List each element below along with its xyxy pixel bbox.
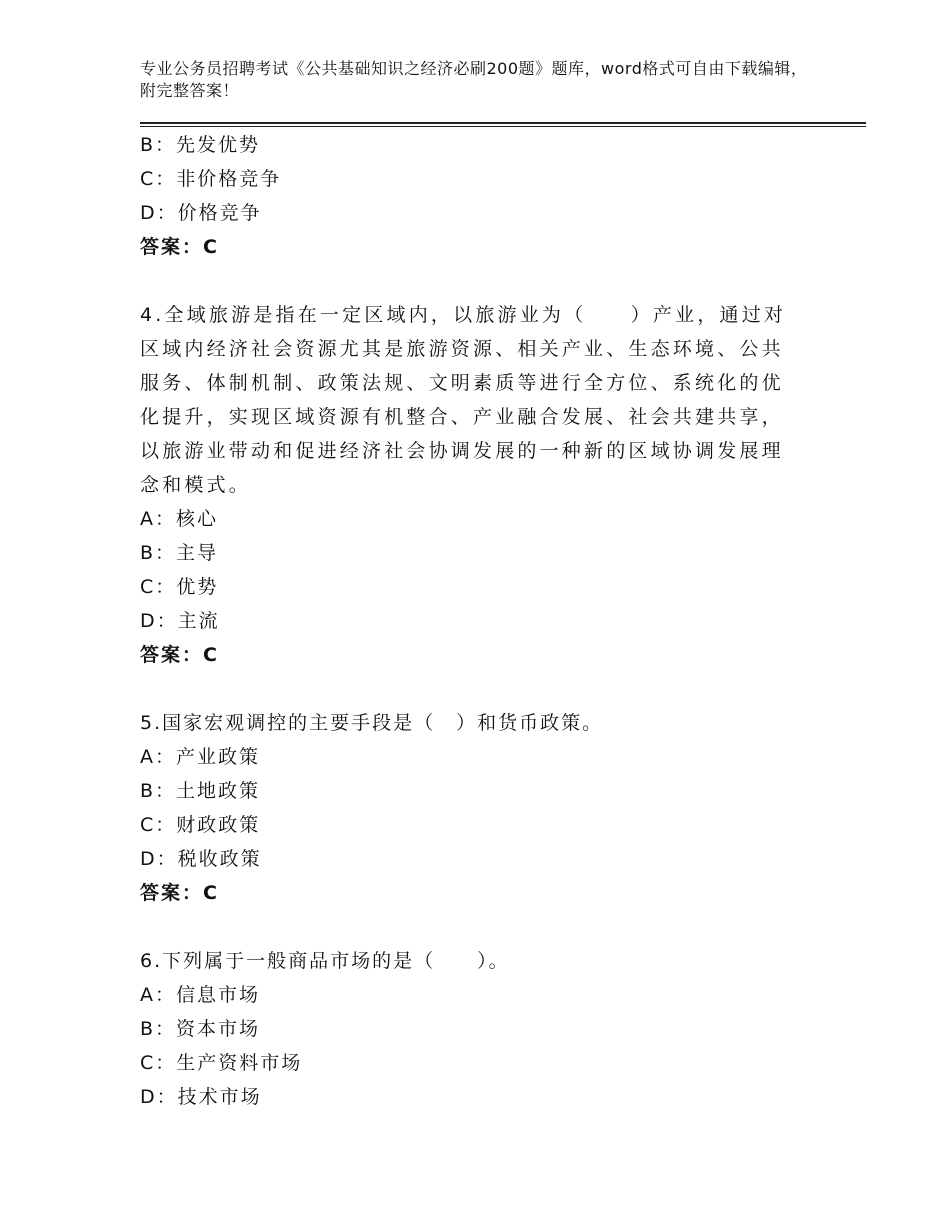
option-b: B：先发优势 <box>140 134 261 156</box>
option-b: B：资本市场 <box>140 1018 261 1040</box>
question-content <box>140 128 820 1114</box>
option-c: C：非价格竞争 <box>140 168 282 190</box>
answer-label: 答案：C <box>140 236 219 258</box>
question-5 <box>140 706 820 910</box>
question-6 <box>140 944 820 1114</box>
option-d: D：技术市场 <box>140 1086 262 1108</box>
page-header: 专业公务员招聘考试《公共基础知识之经济必刷200题》题库，word格式可自由下载编辑，附完整答案！ <box>140 59 808 100</box>
option-c: C：财政政策 <box>140 814 261 836</box>
option-c: C：优势 <box>140 576 219 598</box>
question-3 <box>140 128 820 264</box>
option-c: C：生产资料市场 <box>140 1052 303 1074</box>
option-a: A：产业政策 <box>140 746 260 768</box>
question-text: 5.国家宏观调控的主要手段是（ ）和货币政策。 <box>140 712 604 734</box>
header-rule-thin <box>140 126 866 127</box>
option-d: D：主流 <box>140 610 220 632</box>
option-b: B：主导 <box>140 542 219 564</box>
header-rule-thick <box>140 122 866 124</box>
option-a: A：核心 <box>140 508 218 530</box>
question-text: 6.下列属于一般商品市场的是（ ）。 <box>140 950 510 972</box>
answer-label: 答案：C <box>140 644 219 666</box>
option-d: D：税收政策 <box>140 848 262 870</box>
option-d: D：价格竞争 <box>140 202 262 224</box>
question-4 <box>140 298 820 672</box>
option-b: B：土地政策 <box>140 780 261 802</box>
answer-label: 答案：C <box>140 882 219 904</box>
question-text: 4.全域旅游是指在一定区域内，以旅游业为（ ）产业，通过对区域内经济社会资源尤其是旅游资源、相关产业、生态环境、公共服务、体制机制、政策法规、文明素质等进行全方位、系统化的优化提升，实现区域资源有机整合、产业融合发展、社会共建共享，以旅游业带动和促进经济社会协调发展的一种新的区域协调发展理念和模式。 <box>140 304 787 496</box>
option-a: A：信息市场 <box>140 984 260 1006</box>
